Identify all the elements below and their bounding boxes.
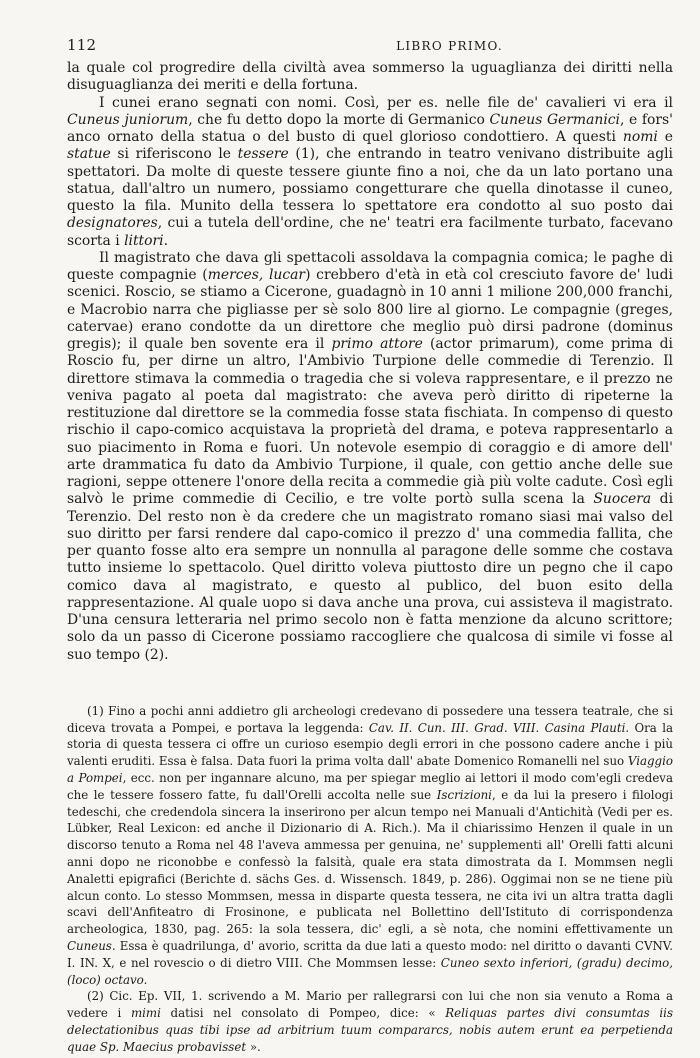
italic-run: littori [124,232,164,249]
italic-run: Cav. II. Cun. III. Grad. VIII. Casina Plauti. [368,720,630,735]
italic-run: Suocera [593,491,652,508]
paragraph [67,95,673,250]
italic-run: nomi [622,129,658,145]
text-run: (1) Fino a pochi anni addietro gli archeologi credevano di possedere una tessera teatrale, che si diceva trovata a Pompei, e portava la leggenda: [67,703,673,735]
text-run: . [163,232,168,249]
italic-run: statue [67,146,111,163]
footnote-2 [67,988,673,1055]
text-run: e [657,129,673,145]
text-run: , ecc. non per ingannare alcuno, ma per spiegar meglio ai lettori il modo com'egli credeva che le tessere fossero fatte, fu dall'Orelli accolta nelle sue [67,770,673,802]
text-run: Ora la storia di questa tessera ci offre un curioso esempio degli errori in che possono cadere anche i più valenti eruditi. Essa è falsa. Data fuori la prima volta dall' abate Domenico Romanelli nel suo [67,720,673,769]
text-run: la quale col progredire della civiltà avea sommerso la uguaglianza dei diritti nella disuguaglianza dei meriti e della fortuna. [67,60,673,94]
text-run: , cui a tutela dell'ordine, che ne' teatri era facilmente turbato, facevano scorta i [67,215,673,249]
paragraph [67,250,673,664]
running-title: LIBRO PRIMO. [396,39,503,53]
text-run: , che fu detto dopo la morte di Germanico [188,111,490,128]
italic-run: Cuneus Germanici [489,111,620,128]
footnotes [67,703,673,1056]
italic-run: tessere [237,146,289,163]
text-run: , e da lui la presero i filologi tedeschi, che credendola sincera la inserirono per alcun tempo nei Manuali d'Antichità (Vedi per es. Lübker, Real Lexicon: ed anche il Dizionario di A. Rich.). Ma il chiarissimo Henzen il quale in un discorso tenuto a Roma nel 48 l'aveva ammessa per genuina, ne' supplementi all' Orelli fatti alcuni anni dopo ne riconobbe e confessò la falsità, quale era stata dimostrata da I. Mommsen negli Analetti epigrafici (Berichte d. sächs Ges. d. Wissensch. 1849, p. 286). Oggimai non se ne tiene più alcun conto. Lo stesso Mommsen, messa in disparte questa tessera, ne cita ivi un altra tratta dagli scavi dell'Anfiteatro di Frosinone, e publicata nel Bollettino dell'Istituto di corrispondenza archeologica, 1830, pag. 265: la sola tessera, dic' egli, a sè nota, che nomini effettivamente un [67,787,673,937]
footnote-1 [67,703,673,989]
text-run: (actor primarum), come prima di Roscio fu, per dirne un altro, l'Ambivio Turpione delle commedie di Terenzio. Il direttore stimava la commedia o tragedia che si voleva rappresentare, e il prezzo ne veniva pagato al poeta dal magistrato: che aveva però diritto di ripeterne la restituzione dal direttore se la commedia fosse stata fischiata. In compenso di questo rischio il capo-comico acquistava la proprietà del drama, e poteva rappresentarlo a suo piacimento in Roma e fuori. Un notevole esempio di coraggio e di amore dell' arte drammatica fu dato da Ambivio Turpione, il quale, con gettio anche delle sue ragioni, seppe ottenere l'onore della recita a commedie già più volte cadute. Così egli salvò le prime commedie di Cecilio, e tre volte portò sulla scena la [67,336,673,508]
text-run: (2) Cic. Ep. VII, 1. scrivendo a M. Mario per rallegrarsi con lui che non sia venuto a Roma a vedere i [67,989,673,1021]
main-text [67,60,673,664]
text-run: datisi nel consolato di Pompeo, dice: « [160,1006,446,1021]
page-header [67,36,673,60]
italic-run: Viaggio a Pompei [67,754,673,785]
page-number: 112 [67,36,97,54]
italic-run: merces, lucar [207,267,306,283]
italic-run: designatores [67,215,158,232]
text-run: I cunei erano segnati con nomi. Così, per es. nelle file de' cavalieri vi era il [99,94,673,111]
italic-run: primo attore [331,336,423,352]
italic-run: Iscrizioni [436,787,492,802]
text-run: Il magistrato che dava gli spettacoli assoldava la compagnia comica; le paghe di queste compagnie ( [67,249,673,283]
italic-run: Cuneus [67,938,112,953]
text-run: , e fors' anco ornato della statua o del busto di quel glorioso condottiero. A questi [67,111,673,145]
text-run: ) crebbero d'età in età col cresciuto favore de' ludi scenici. Roscio, se stiamo a Cicerone, guadagnò in 10 anni 1 milione 200,000 franchi, e Macrobio narra che pigliasse per sè solo 800 lire al giorno. Le compagnie (greges, catervae) erano condotte da un direttore che meglio può dirsi padrone (dominus gregis); il quale ben sovente era il [67,267,674,352]
text-run: di Terenzio. Del resto non è da credere che un magistrato romano siasi mai valso del suo diritto per farsi rendere dal capo-comico il prezzo d' una commedia fallita, che per quanto fosse alto era sempre un nonnulla al paragone delle somme che costava tutto insieme lo spettacolo. Quel diritto voleva piuttosto dire un pegno che il capo comico dava al magistrato, e questo al publico, del buon esito della rappresentazione. Al quale uopo si dava anche una prova, cui assisteva il magistrato. D'una censura letteraria nel primo secolo non è fatta menzione da alcuno scrittore; solo da un passo di Cicerone possiamo raccogliere che qualcosa di simile vi fosse al suo tempo (2). [67,491,674,663]
italic-run: mimi [130,1006,161,1021]
text-run: ». [246,1039,261,1054]
italic-run: Reliquas partes divi consumtas iis delectationibus quas tibi ipse ad arbitrium tuum compararcs, nobis autem erunt ea perpetienda quae Sp. Maecius probavisset [67,1006,674,1054]
italic-run: Cuneo sexto inferiori, (gradu) decimo, (loco) octavo. [67,955,673,987]
text-run: si riferiscono le [110,146,238,163]
text-run: (1), che entrando in teatro venivano distribuite agli spettatori. Da molte di queste tessere giunte fino a noi, che da un lato portano una statua, dall'altro un numero, possiamo congetturare che quella dinotasse il cuneo, questo la fila. Munito della tessera lo spettatore era condotto al suo posto dai [67,146,673,214]
paragraph [67,60,673,95]
italic-run: Cuneus juniorum [67,111,189,128]
text-run: . Essa è quadrilunga, d' avorio, scritta da due lati a questo modo: nel diritto o davanti CVNV. I. IN. X, e nel rovescio o di dietro VIII. Che Mommsen lesse: [67,938,673,970]
